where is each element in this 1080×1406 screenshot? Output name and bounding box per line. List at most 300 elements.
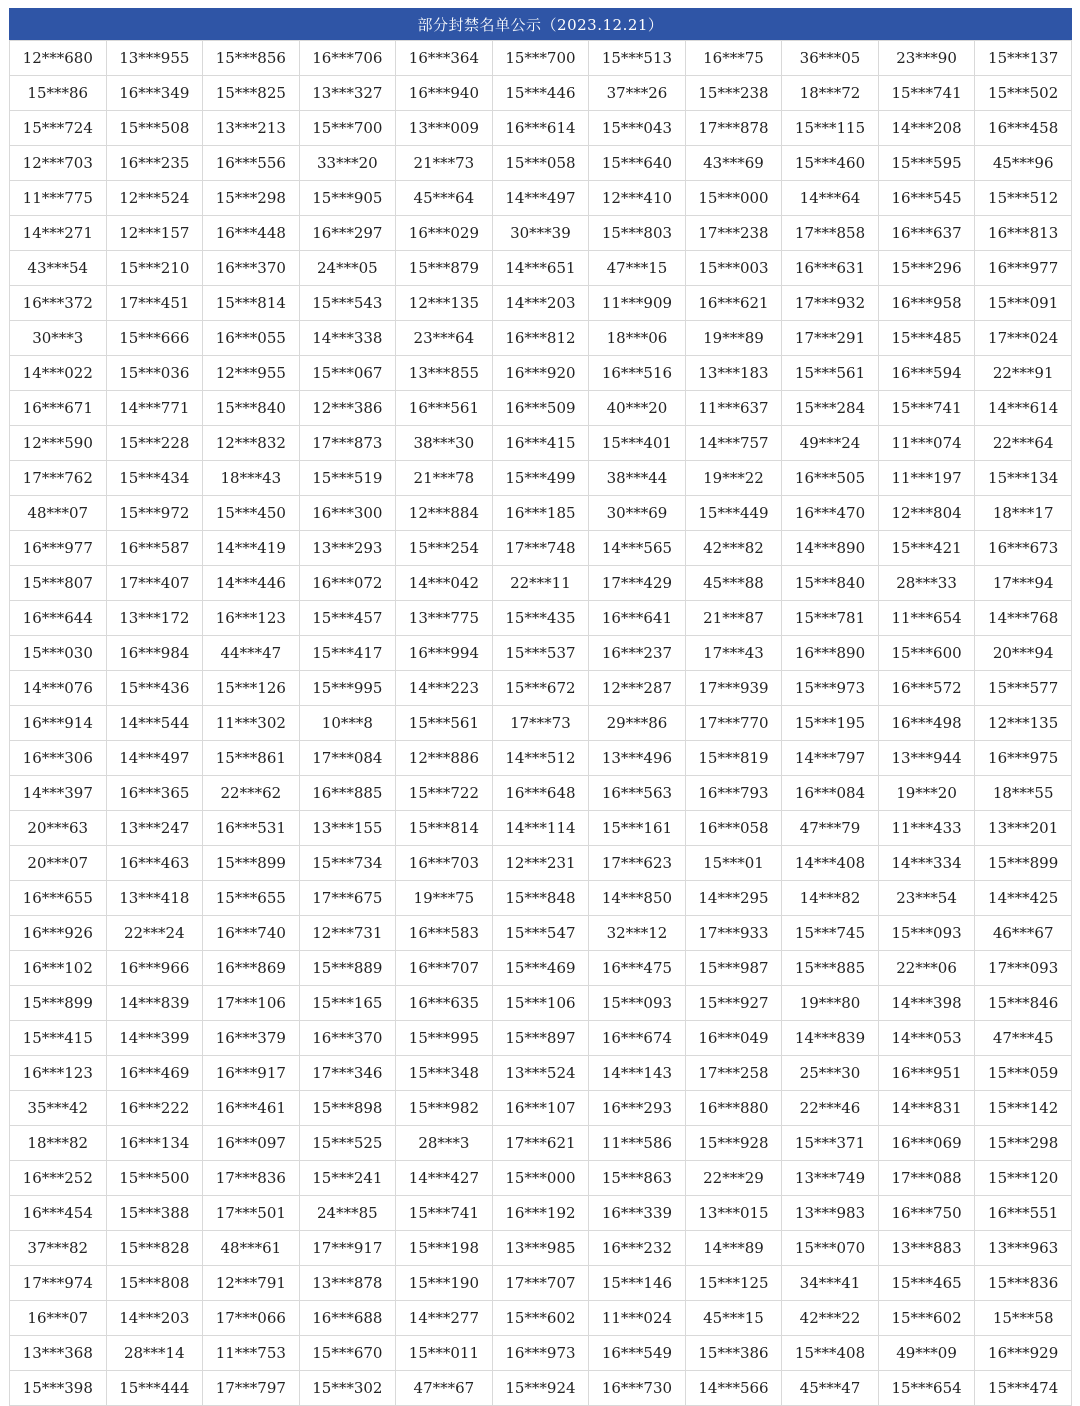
table-cell: 45***96 — [975, 146, 1072, 181]
table-cell: 19***75 — [396, 881, 493, 916]
table-cell: 17***974 — [10, 1266, 107, 1301]
table-cell: 13***418 — [106, 881, 203, 916]
table-cell: 16***975 — [975, 741, 1072, 776]
table-cell: 15***198 — [396, 1231, 493, 1266]
table-cell: 15***449 — [685, 496, 782, 531]
table-cell: 17***258 — [685, 1056, 782, 1091]
table-cell: 15***537 — [492, 636, 589, 671]
table-cell: 16***365 — [106, 776, 203, 811]
table-cell: 15***421 — [878, 531, 975, 566]
table-cell: 15***070 — [782, 1231, 879, 1266]
table-row — [10, 846, 1072, 881]
table-cell: 17***238 — [685, 216, 782, 251]
table-cell: 13***009 — [396, 111, 493, 146]
table-cell: 14***208 — [878, 111, 975, 146]
table-cell: 14***425 — [975, 881, 1072, 916]
table-cell: 12***703 — [10, 146, 107, 181]
table-cell: 12***524 — [106, 181, 203, 216]
table-cell: 15***927 — [685, 986, 782, 1021]
table-cell: 13***944 — [878, 741, 975, 776]
table-cell: 18***17 — [975, 496, 1072, 531]
table-cell: 15***86 — [10, 76, 107, 111]
table-cell: 15***741 — [878, 391, 975, 426]
table-cell: 15***987 — [685, 951, 782, 986]
table-cell: 15***500 — [106, 1161, 203, 1196]
table-cell: 15***602 — [878, 1301, 975, 1336]
table-cell: 21***73 — [396, 146, 493, 181]
table-cell: 13***963 — [975, 1231, 1072, 1266]
table-cell: 11***433 — [878, 811, 975, 846]
table-row — [10, 601, 1072, 636]
table-cell: 17***024 — [975, 321, 1072, 356]
table-cell: 13***855 — [396, 356, 493, 391]
table-cell: 13***172 — [106, 601, 203, 636]
table-row — [10, 111, 1072, 146]
table-cell: 17***94 — [975, 566, 1072, 601]
table-cell: 13***496 — [589, 741, 686, 776]
table-cell: 22***91 — [975, 356, 1072, 391]
table-cell: 18***43 — [203, 461, 300, 496]
table-cell: 15***836 — [975, 1266, 1072, 1301]
table-cell: 14***143 — [589, 1056, 686, 1091]
table-cell: 16***641 — [589, 601, 686, 636]
table-cell: 15***924 — [492, 1371, 589, 1406]
table-cell: 16***994 — [396, 636, 493, 671]
table-cell: 14***114 — [492, 811, 589, 846]
table-cell: 15***519 — [299, 461, 396, 496]
table-cell: 15***819 — [685, 741, 782, 776]
table-cell: 14***497 — [106, 741, 203, 776]
table-cell: 16***926 — [10, 916, 107, 951]
table-row — [10, 986, 1072, 1021]
table-cell: 22***11 — [492, 566, 589, 601]
table-cell: 15***165 — [299, 986, 396, 1021]
table-cell: 15***885 — [782, 951, 879, 986]
table-cell: 16***674 — [589, 1021, 686, 1056]
table-cell: 17***501 — [203, 1196, 300, 1231]
table-cell: 16***563 — [589, 776, 686, 811]
table-cell: 15***722 — [396, 776, 493, 811]
table-cell: 16***415 — [492, 426, 589, 461]
table-row — [10, 251, 1072, 286]
table-cell: 16***222 — [106, 1091, 203, 1126]
table-cell: 22***46 — [782, 1091, 879, 1126]
table-cell: 16***379 — [203, 1021, 300, 1056]
table-cell: 15***254 — [396, 531, 493, 566]
table-cell: 11***586 — [589, 1126, 686, 1161]
table-cell: 16***102 — [10, 951, 107, 986]
table-cell: 16***469 — [106, 1056, 203, 1091]
table-cell: 17***797 — [203, 1371, 300, 1406]
table-cell: 14***398 — [878, 986, 975, 1021]
table-cell: 16***029 — [396, 216, 493, 251]
table-cell: 14***277 — [396, 1301, 493, 1336]
table-cell: 18***72 — [782, 76, 879, 111]
table-cell: 15***898 — [299, 1091, 396, 1126]
table-cell: 15***465 — [878, 1266, 975, 1301]
table-cell: 21***87 — [685, 601, 782, 636]
table-cell: 14***831 — [878, 1091, 975, 1126]
table-cell: 37***26 — [589, 76, 686, 111]
table-cell: 16***890 — [782, 636, 879, 671]
table-cell: 17***106 — [203, 986, 300, 1021]
table-cell: 19***89 — [685, 321, 782, 356]
table-cell: 16***637 — [878, 216, 975, 251]
table-cell: 13***201 — [975, 811, 1072, 846]
table-cell: 15***724 — [10, 111, 107, 146]
table-cell: 13***524 — [492, 1056, 589, 1091]
table-cell: 15***043 — [589, 111, 686, 146]
table-cell: 16***572 — [878, 671, 975, 706]
table-cell: 14***614 — [975, 391, 1072, 426]
table-cell: 16***740 — [203, 916, 300, 951]
table-cell: 16***940 — [396, 76, 493, 111]
table-cell: 16***300 — [299, 496, 396, 531]
table-cell: 17***878 — [685, 111, 782, 146]
table-cell: 17***623 — [589, 846, 686, 881]
table-cell: 12***287 — [589, 671, 686, 706]
table-cell: 16***635 — [396, 986, 493, 1021]
table-cell: 15***011 — [396, 1336, 493, 1371]
table-cell: 16***958 — [878, 286, 975, 321]
table-cell: 12***590 — [10, 426, 107, 461]
table-cell: 15***525 — [299, 1126, 396, 1161]
table-cell: 17***770 — [685, 706, 782, 741]
table-row — [10, 356, 1072, 391]
table-cell: 16***917 — [203, 1056, 300, 1091]
table-cell: 15***417 — [299, 636, 396, 671]
table-cell: 16***084 — [782, 776, 879, 811]
table-cell: 48***07 — [10, 496, 107, 531]
table-cell: 16***252 — [10, 1161, 107, 1196]
table-cell: 16***793 — [685, 776, 782, 811]
table-row — [10, 741, 1072, 776]
table-cell: 16***951 — [878, 1056, 975, 1091]
table-cell: 16***545 — [878, 181, 975, 216]
table-cell: 12***135 — [975, 706, 1072, 741]
table-cell: 11***775 — [10, 181, 107, 216]
table-cell: 15***781 — [782, 601, 879, 636]
table-cell: 15***666 — [106, 321, 203, 356]
table-cell: 15***861 — [203, 741, 300, 776]
table-cell: 15***670 — [299, 1336, 396, 1371]
table-cell: 15***091 — [975, 286, 1072, 321]
table-cell: 15***388 — [106, 1196, 203, 1231]
table-cell: 15***398 — [10, 1371, 107, 1406]
table-cell: 42***22 — [782, 1301, 879, 1336]
table-cell: 17***429 — [589, 566, 686, 601]
table-cell: 14***076 — [10, 671, 107, 706]
table-row — [10, 916, 1072, 951]
table-cell: 17***093 — [975, 951, 1072, 986]
table-cell: 19***22 — [685, 461, 782, 496]
table-cell: 11***637 — [685, 391, 782, 426]
table-cell: 15***435 — [492, 601, 589, 636]
table-cell: 15***415 — [10, 1021, 107, 1056]
table-cell: 15***807 — [10, 566, 107, 601]
table-row — [10, 181, 1072, 216]
table-cell: 16***192 — [492, 1196, 589, 1231]
table-cell: 17***084 — [299, 741, 396, 776]
table-cell: 16***306 — [10, 741, 107, 776]
table-row — [10, 1266, 1072, 1301]
table-cell: 18***06 — [589, 321, 686, 356]
table-cell: 15***067 — [299, 356, 396, 391]
table-cell: 15***995 — [396, 1021, 493, 1056]
table-cell: 15***863 — [589, 1161, 686, 1196]
table-cell: 16***561 — [396, 391, 493, 426]
table-cell: 15***485 — [878, 321, 975, 356]
table-cell: 15***125 — [685, 1266, 782, 1301]
table-row — [10, 146, 1072, 181]
table-cell: 15***115 — [782, 111, 879, 146]
table-cell: 16***648 — [492, 776, 589, 811]
table-cell: 34***41 — [782, 1266, 879, 1301]
table-cell: 15***401 — [589, 426, 686, 461]
table-cell: 44***47 — [203, 636, 300, 671]
table-cell: 16***049 — [685, 1021, 782, 1056]
table-cell: 17***407 — [106, 566, 203, 601]
table-cell: 12***410 — [589, 181, 686, 216]
table-row — [10, 216, 1072, 251]
table-cell: 15***474 — [975, 1371, 1072, 1406]
table-cell: 16***372 — [10, 286, 107, 321]
table-cell: 15***106 — [492, 986, 589, 1021]
table-cell: 15***298 — [975, 1126, 1072, 1161]
table-cell: 15***499 — [492, 461, 589, 496]
table-cell: 28***33 — [878, 566, 975, 601]
table-cell: 16***583 — [396, 916, 493, 951]
table-row — [10, 426, 1072, 461]
table-cell: 17***836 — [203, 1161, 300, 1196]
table-cell: 47***79 — [782, 811, 879, 846]
table-row — [10, 286, 1072, 321]
table-cell: 23***90 — [878, 41, 975, 76]
table-cell: 16***914 — [10, 706, 107, 741]
table-cell: 14***446 — [203, 566, 300, 601]
table-cell: 16***869 — [203, 951, 300, 986]
table-cell: 15***814 — [396, 811, 493, 846]
table-cell: 15***897 — [492, 1021, 589, 1056]
table-cell: 15***846 — [975, 986, 1072, 1021]
table-cell: 22***64 — [975, 426, 1072, 461]
table-cell: 16***885 — [299, 776, 396, 811]
table-cell: 23***64 — [396, 321, 493, 356]
table-cell: 16***556 — [203, 146, 300, 181]
table-cell: 15***457 — [299, 601, 396, 636]
table-cell: 17***748 — [492, 531, 589, 566]
table-cell: 16***531 — [203, 811, 300, 846]
table-cell: 16***123 — [203, 601, 300, 636]
table-cell: 14***768 — [975, 601, 1072, 636]
table-cell: 22***62 — [203, 776, 300, 811]
table-cell: 16***703 — [396, 846, 493, 881]
table-cell: 12***157 — [106, 216, 203, 251]
table-cell: 15***848 — [492, 881, 589, 916]
table-cell: 11***197 — [878, 461, 975, 496]
table-cell: 16***461 — [203, 1091, 300, 1126]
table-cell: 15***059 — [975, 1056, 1072, 1091]
table-cell: 16***644 — [10, 601, 107, 636]
table-cell: 11***753 — [203, 1336, 300, 1371]
table-cell: 47***15 — [589, 251, 686, 286]
table-cell: 48***61 — [203, 1231, 300, 1266]
table-cell: 16***549 — [589, 1336, 686, 1371]
table-cell: 17***43 — [685, 636, 782, 671]
table-row — [10, 531, 1072, 566]
table-cell: 12***955 — [203, 356, 300, 391]
table-cell: 42***82 — [685, 531, 782, 566]
table-cell: 15***190 — [396, 1266, 493, 1301]
table-cell: 11***302 — [203, 706, 300, 741]
table-cell: 14***223 — [396, 671, 493, 706]
table-cell: 22***29 — [685, 1161, 782, 1196]
table-cell: 16***237 — [589, 636, 686, 671]
table-row — [10, 1371, 1072, 1406]
table-cell: 15***302 — [299, 1371, 396, 1406]
table-cell: 46***67 — [975, 916, 1072, 951]
table-cell: 15***408 — [782, 1336, 879, 1371]
table-cell: 14***295 — [685, 881, 782, 916]
table-cell: 15***595 — [878, 146, 975, 181]
table-cell: 45***88 — [685, 566, 782, 601]
table-cell: 13***213 — [203, 111, 300, 146]
table-cell: 15***238 — [685, 76, 782, 111]
table-cell: 15***296 — [878, 251, 975, 286]
table-row — [10, 811, 1072, 846]
table-cell: 13***183 — [685, 356, 782, 391]
table-cell: 15***889 — [299, 951, 396, 986]
table-cell: 15***513 — [589, 41, 686, 76]
table-cell: 33***20 — [299, 146, 396, 181]
table-cell: 13***247 — [106, 811, 203, 846]
table-cell: 15***512 — [975, 181, 1072, 216]
table-cell: 15***899 — [975, 846, 1072, 881]
table-cell: 15***469 — [492, 951, 589, 986]
table-cell: 17***451 — [106, 286, 203, 321]
table-cell: 15***741 — [878, 76, 975, 111]
table-cell: 16***370 — [203, 251, 300, 286]
table-cell: 15***446 — [492, 76, 589, 111]
table-cell: 15***058 — [492, 146, 589, 181]
table-cell: 16***107 — [492, 1091, 589, 1126]
table-cell: 13***955 — [106, 41, 203, 76]
table-cell: 16***297 — [299, 216, 396, 251]
table-cell: 15***655 — [203, 881, 300, 916]
table-cell: 12***832 — [203, 426, 300, 461]
table-cell: 25***30 — [782, 1056, 879, 1091]
table-cell: 15***003 — [685, 251, 782, 286]
table-cell: 47***45 — [975, 1021, 1072, 1056]
table-cell: 16***235 — [106, 146, 203, 181]
table-cell: 15***879 — [396, 251, 493, 286]
table-cell: 37***82 — [10, 1231, 107, 1266]
table-row — [10, 706, 1072, 741]
table-cell: 21***78 — [396, 461, 493, 496]
table-cell: 15***905 — [299, 181, 396, 216]
table-row — [10, 776, 1072, 811]
table-cell: 16***07 — [10, 1301, 107, 1336]
table-cell: 15***640 — [589, 146, 686, 181]
table-cell: 16***134 — [106, 1126, 203, 1161]
table-cell: 15***654 — [878, 1371, 975, 1406]
table-cell: 16***349 — [106, 76, 203, 111]
table-cell: 15***825 — [203, 76, 300, 111]
table-cell: 16***097 — [203, 1126, 300, 1161]
table-cell: 16***516 — [589, 356, 686, 391]
table-cell: 15***386 — [685, 1336, 782, 1371]
table-cell: 15***371 — [782, 1126, 879, 1161]
table-cell: 15***142 — [975, 1091, 1072, 1126]
table-cell: 12***135 — [396, 286, 493, 321]
table-cell: 17***917 — [299, 1231, 396, 1266]
table-cell: 16***505 — [782, 461, 879, 496]
table-cell: 17***873 — [299, 426, 396, 461]
table-cell: 15***928 — [685, 1126, 782, 1161]
table-cell: 14***042 — [396, 566, 493, 601]
table-cell: 28***3 — [396, 1126, 493, 1161]
table-cell: 15***093 — [878, 916, 975, 951]
table-cell: 17***939 — [685, 671, 782, 706]
table-cell: 15***808 — [106, 1266, 203, 1301]
table-cell: 11***024 — [589, 1301, 686, 1336]
table-cell: 15***241 — [299, 1161, 396, 1196]
table-cell: 18***82 — [10, 1126, 107, 1161]
table-cell: 16***813 — [975, 216, 1072, 251]
table-cell: 15***561 — [396, 706, 493, 741]
table-cell: 17***291 — [782, 321, 879, 356]
table-cell: 15***547 — [492, 916, 589, 951]
table-row — [10, 321, 1072, 356]
table-cell: 17***762 — [10, 461, 107, 496]
table-row — [10, 1231, 1072, 1266]
table-cell: 16***448 — [203, 216, 300, 251]
table-cell: 16***984 — [106, 636, 203, 671]
table-cell: 15***210 — [106, 251, 203, 286]
table-cell: 16***551 — [975, 1196, 1072, 1231]
table-cell: 10***8 — [299, 706, 396, 741]
table-cell: 16***594 — [878, 356, 975, 391]
table-cell: 15***741 — [396, 1196, 493, 1231]
table-cell: 40***20 — [589, 391, 686, 426]
table-cell: 15***672 — [492, 671, 589, 706]
table-cell: 17***707 — [492, 1266, 589, 1301]
table-cell: 14***565 — [589, 531, 686, 566]
table-cell: 16***072 — [299, 566, 396, 601]
table-cell: 16***614 — [492, 111, 589, 146]
table-cell: 15***228 — [106, 426, 203, 461]
table-cell: 16***977 — [10, 531, 107, 566]
table-cell: 12***231 — [492, 846, 589, 881]
table-cell: 15***146 — [589, 1266, 686, 1301]
table-row — [10, 1301, 1072, 1336]
table-cell: 32***12 — [589, 916, 686, 951]
table-cell: 13***293 — [299, 531, 396, 566]
table-row — [10, 951, 1072, 986]
table-cell: 15***973 — [782, 671, 879, 706]
table-cell: 16***069 — [878, 1126, 975, 1161]
table-row — [10, 1126, 1072, 1161]
table-cell: 15***298 — [203, 181, 300, 216]
table-row — [10, 1196, 1072, 1231]
table-row — [10, 1091, 1072, 1126]
table-cell: 15***161 — [589, 811, 686, 846]
table-cell: 45***47 — [782, 1371, 879, 1406]
table-cell: 30***69 — [589, 496, 686, 531]
table-cell: 12***791 — [203, 1266, 300, 1301]
table-cell: 16***293 — [589, 1091, 686, 1126]
table-cell: 15***995 — [299, 671, 396, 706]
